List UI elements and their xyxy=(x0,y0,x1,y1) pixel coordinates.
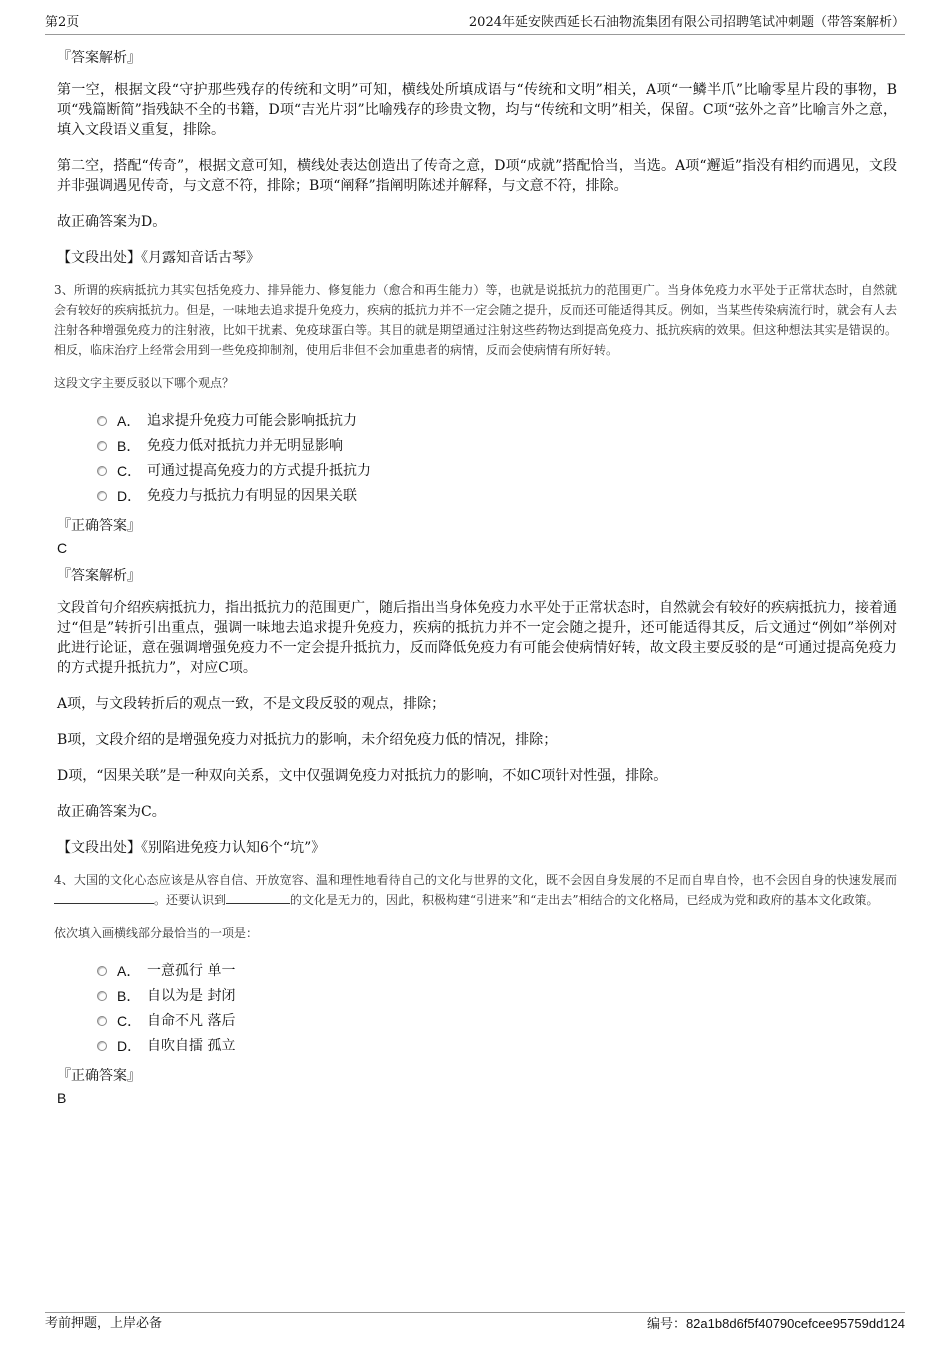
correct-answer-tag: 『正确答案』 xyxy=(57,1068,141,1084)
page-header xyxy=(45,14,905,35)
question-3-text: 3、所谓的疾病抵抗力其实包括免疫力、排异能力、修复能力（愈合和再生能力）等，也就是说抵抗力的范围更广。当身体免疫力水平处于正常状态时，自然就会有较好的疾病抵抗力。但是，一味地去追求提升免疫力，疾病的抵抗力并不一定会随之提升，反而还可能适得其反。例如，当某些传染病流行时，就会有人去注射各种增强免疫力的注射液，比如干扰素、免疫球蛋白等。其目的就是期望通过注射这些药物达到提高免疫力、抵抗疾病的效果。但这种想法其实是错误的。相反，临床治疗上经常会用到一些免疫抑制剂，使用后非但不会加重患者的病情，反而会使病情有所好转。 xyxy=(54,283,897,357)
fill-blank-2 xyxy=(226,891,290,904)
radio-icon[interactable] xyxy=(97,416,107,426)
question-3-prompt: 这段文字主要反驳以下哪个观点？ xyxy=(54,376,235,390)
correct-answer: B xyxy=(57,1090,67,1106)
radio-icon[interactable] xyxy=(97,991,107,1001)
correct-answer-tag: 『正确答案』 xyxy=(57,518,141,534)
radio-icon[interactable] xyxy=(97,1016,107,1026)
radio-icon[interactable] xyxy=(97,966,107,976)
analysis-tag: 『答案解析』 xyxy=(57,568,141,584)
option-c[interactable]: C． 可通过提高免疫力的方式提升抵抗力 xyxy=(97,458,897,483)
document-title: 2024年延安陕西延长石油物流集团有限公司招聘笔试冲刺题（带答案解析） xyxy=(468,15,905,30)
analysis-paragraph: 文段首句介绍疾病抵抗力，指出抵抗力的范围更广，随后指出当身体免疫力水平处于正常状态时，自然就会有较好的疾病抵抗力，接着通过“但是”转折引出重点，强调一味地去追求提升免疫力，疾病的抵抗力并不一定会随之提升，还可能适得其反，后文通过“例如”举例对此进行论证，意在强调增强免疫力不一定会提升抵抗力，反而降低免疫力有可能会使病情好转，故文段主要反驳的是“可通过提高免疫力的方式提升抵抗力”，对应C项。 xyxy=(57,600,897,676)
option-d[interactable]: D． 免疫力与抵抗力有明显的因果关联 xyxy=(97,483,897,508)
analysis-paragraph: 第一空，根据文段“守护那些残存的传统和文明”可知，横线处所填成语与“传统和文明”相关，A项“一鳞半爪”比喻零星片段的事物，B项“残篇断简”指残缺不全的书籍，D项“吉光片羽”比喻残存的珍贵文物，均与“传统和文明”相关，保留。C项“弦外之音”比喻言外之意，填入文段语义重复，排除。 xyxy=(57,82,897,138)
question-4-prompt: 依次填入画横线部分最恰当的一项是： xyxy=(54,926,259,940)
analysis-tag: 『答案解析』 xyxy=(57,50,141,66)
page-footer xyxy=(45,1312,905,1335)
option-b[interactable]: B． 免疫力低对抵抗力并无明显影响 xyxy=(97,433,897,458)
option-a[interactable]: A． 追求提升免疫力可能会影响抵抗力 xyxy=(97,408,897,433)
radio-icon[interactable] xyxy=(97,441,107,451)
footer-slogan: 考前押题，上岸必备 xyxy=(45,1316,163,1331)
radio-icon[interactable] xyxy=(97,466,107,476)
page-number: 第2页 xyxy=(45,15,80,30)
source-citation: 【文段出处】《月露知音话古琴》 xyxy=(57,250,260,266)
document-body xyxy=(54,42,897,1116)
option-c[interactable]: C． 自命不凡 落后 xyxy=(97,1008,897,1033)
question-4-text: 4、大国的文化心态应该是从容自信、开放宽容、温和理性地看待自己的文化与世界的文化，既不会因自身发展的不足而自卑自怜，也不会因自身的快速发展而。还要认识到 的文化是无力的，因此，积极构建“引进来”和“走出去”相结合的文化格局，已经成为党和政府的基本文化政策。 xyxy=(54,873,897,907)
analysis-paragraph: 第二空，搭配“传奇”，根据文意可知，横线处表达创造出了传奇之意，D项“成就”搭配恰当，当选。A项“邂逅”指没有相约而遇见，文段并非强调遇见传奇，与文意不符，排除；B项“阐释”指阐明陈述并解释，与文意不符，排除。 xyxy=(57,158,897,194)
option-d[interactable]: D． 自吹自擂 孤立 xyxy=(97,1033,897,1058)
document-code: 编号：82a1b8d6f5f40790cefcee95759dd124 xyxy=(646,1316,905,1331)
radio-icon[interactable] xyxy=(97,1041,107,1051)
analysis-conclusion: 故正确答案为D。 xyxy=(57,214,167,230)
analysis-paragraph: B项，文段介绍的是增强免疫力对抵抗力的影响，未介绍免疫力低的情况，排除； xyxy=(57,732,558,748)
correct-answer: C xyxy=(57,540,68,556)
option-b[interactable]: B． 自以为是 封闭 xyxy=(97,983,897,1008)
analysis-conclusion: 故正确答案为C。 xyxy=(57,804,166,820)
question-3-options xyxy=(97,408,897,508)
option-a[interactable]: A． 一意孤行 单一 xyxy=(97,958,897,983)
question-4-options xyxy=(97,958,897,1058)
radio-icon[interactable] xyxy=(97,491,107,501)
analysis-paragraph: A项，与文段转折后的观点一致，不是文段反驳的观点，排除； xyxy=(57,696,446,712)
analysis-paragraph: D项，“因果关联”是一种双向关系，文中仅强调免疫力对抵抗力的影响，不如C项针对性强，排除。 xyxy=(57,768,668,784)
fill-blank-1 xyxy=(54,891,154,904)
source-citation: 【文段出处】《别陷进免疫力认知6个“坑”》 xyxy=(57,840,326,856)
